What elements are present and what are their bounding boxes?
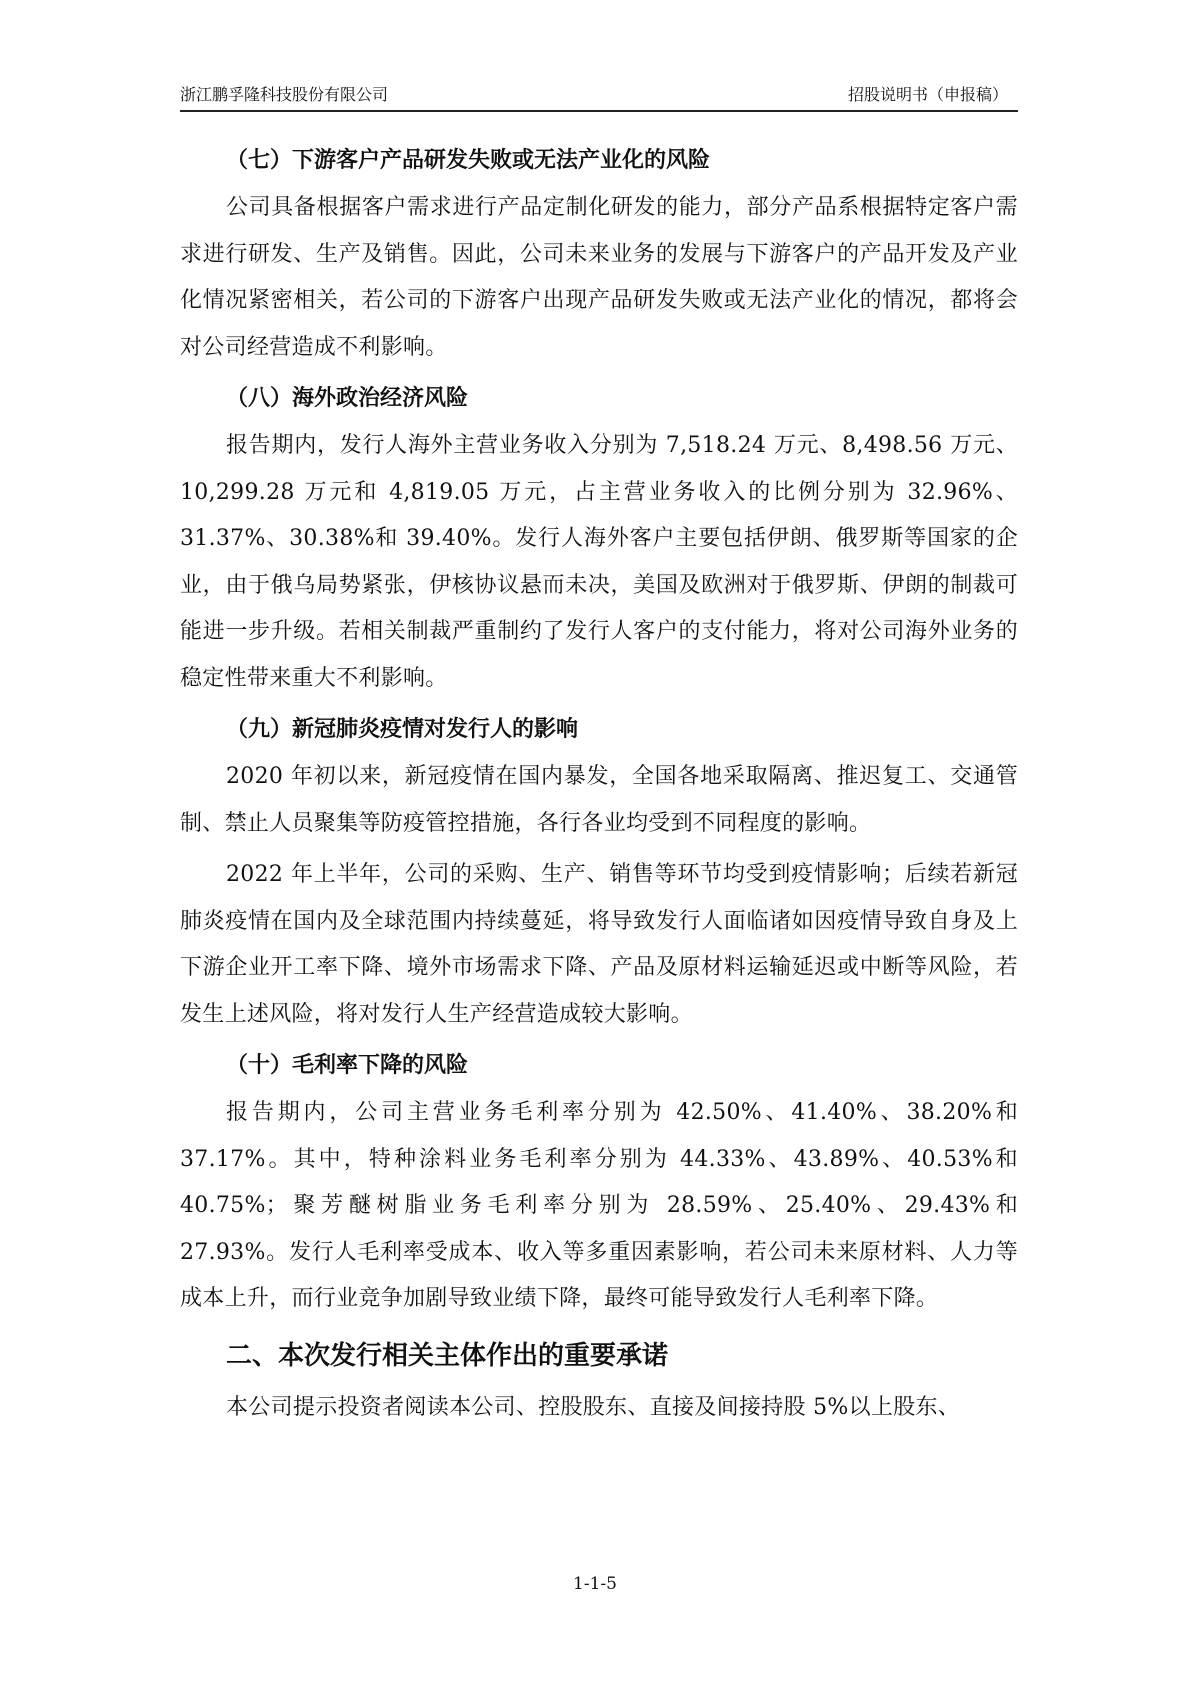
section-heading: （九）新冠肺炎疫情对发行人的影响 <box>226 717 579 742</box>
section-paragraph: 公司具备根据客户需求进行产品定制化研发的能力，部分产品系根据特定客户需求进行研发、生产及销售。因此，公司未来业务的发展与下游客户的产品开发及产业化情况紧密相关，若公司的下游客户出现产品研发失败或无法产业化的情况，都将会对公司经营造成不利影响。 <box>180 195 1018 360</box>
section-9 <box>180 707 1018 1038</box>
section-heading: （八）海外政治经济风险 <box>226 386 469 411</box>
major-section <box>180 1331 1018 1432</box>
section-7 <box>180 138 1018 371</box>
section-8 <box>180 376 1018 702</box>
section-paragraph: 2022 年上半年，公司的采购、生产、销售等环节均受到疫情影响；后续若新冠肺炎疫情在国内及全球范围内持续蔓延，将导致发行人面临诸如因疫情导致自身及上下游企业开工率下降、境外市场需求下降、产品及原材料运输延迟或中断等风险，若发生上述风险，将对发行人生产经营造成较大影响。 <box>180 862 1018 1027</box>
major-section-paragraph: 本公司提示投资者阅读本公司、控股股东、直接及间接持股 5%以上股东、 <box>226 1394 961 1420</box>
header-document-type: 招股说明书（申报稿） <box>847 85 1008 104</box>
section-heading: （七）下游客户产品研发失败或无法产业化的风险 <box>226 148 711 173</box>
major-section-heading: 二、本次发行相关主体作出的重要承诺 <box>226 1340 669 1371</box>
page-number: 1-1-5 <box>573 1574 617 1594</box>
page-header <box>180 84 1018 112</box>
section-heading: （十）毛利率下降的风险 <box>226 1053 469 1078</box>
section-paragraph: 报告期内，公司主营业务毛利率分别为 42.50%、41.40%、38.20%和37.17%。其中，特种涂料业务毛利率分别为 44.33%、43.89%、40.53%和40.75%；聚芳醚树脂业务毛利率分别为 28.59%、25.40%、29.43%和 27.93%。发行人毛利率受成本、收入等多重因素影响，若公司未来原材料、人力等成本上升，而行业竞争加剧导致业绩下降，最终可能导致发行人毛利率下降。 <box>180 1100 1018 1311</box>
section-paragraph: 2020 年初以来，新冠疫情在国内暴发，全国各地采取隔离、推迟复工、交通管制、禁止人员聚集等防疫管控措施，各行各业均受到不同程度的影响。 <box>180 764 1018 836</box>
header-company-name: 浙江鹏孚隆科技股份有限公司 <box>180 85 389 104</box>
section-10 <box>180 1043 1018 1323</box>
section-paragraph: 报告期内，发行人海外主营业务收入分别为 7,518.24 万元、8,498.56 万元、10,299.28 万元和 4,819.05 万元，占主营业务收入的比例分别为 32.96%、31.37%、30.38%和 39.40%。发行人海外客户主要包括伊朗、俄罗斯等国家的企业，由于俄乌局势紧张，伊核协议悬而未决，美国及欧洲对于俄罗斯、伊朗的制裁可能进一步升级。若相关制裁严重制约了发行人客户的支付能力，将对公司海外业务的稳定性带来重大不利影响。 <box>180 433 1018 691</box>
page-content <box>180 138 1018 1436</box>
